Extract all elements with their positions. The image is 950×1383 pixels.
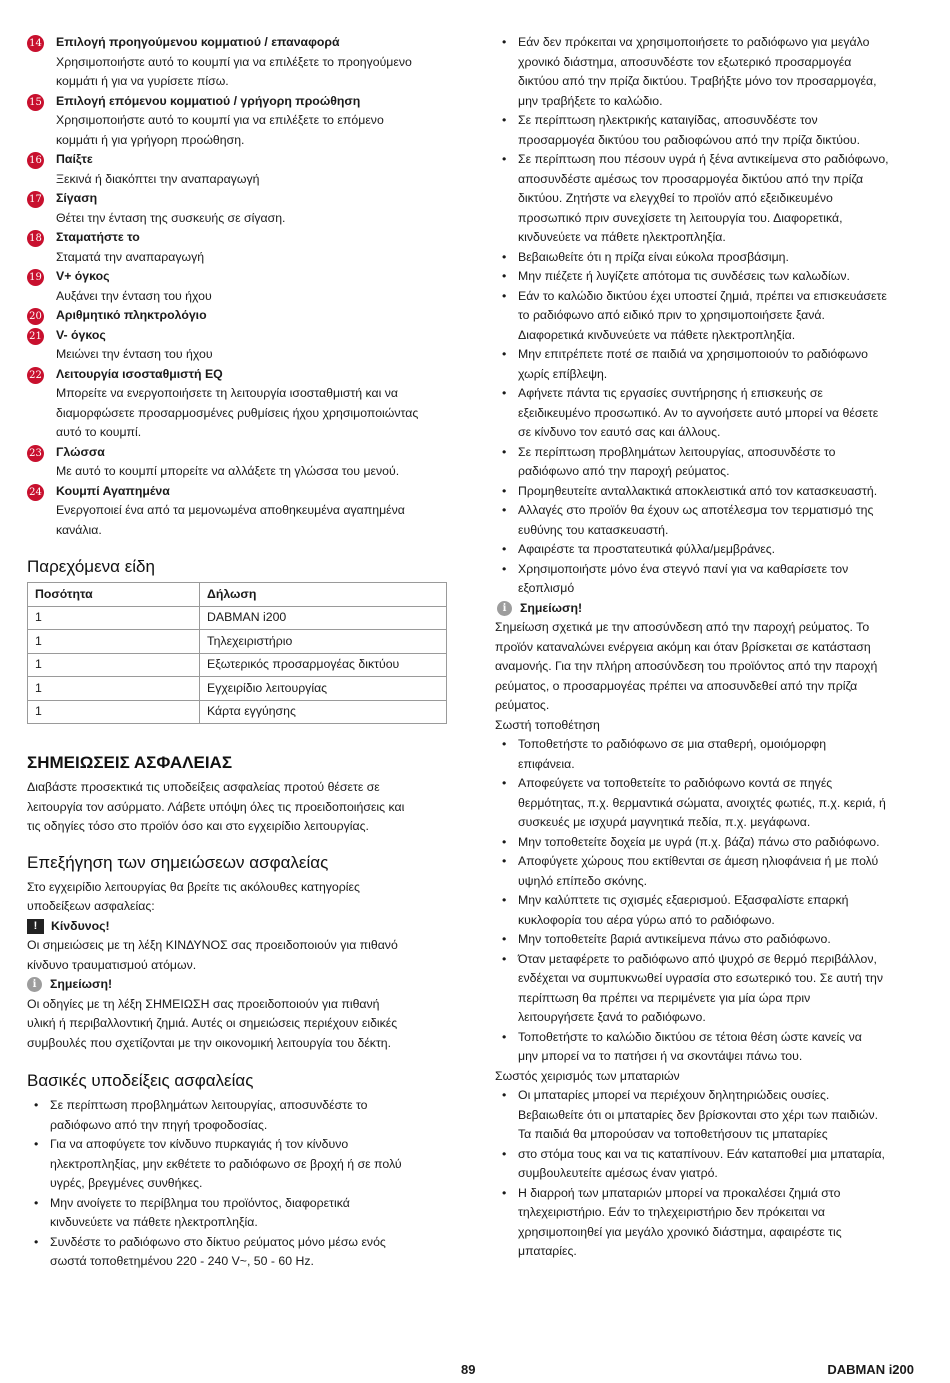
supplied-table — [27, 582, 447, 724]
function-item-21 — [27, 326, 449, 365]
qty-cell: 1 — [28, 606, 200, 630]
list-item-line: • στο στόμα τους και να τις καταπίνουν. Εάν καταποθεί μια μπαταρία, — [518, 1146, 885, 1161]
basic-safety-section — [27, 1070, 449, 1272]
list-item — [27, 1096, 449, 1135]
list-item-line: περίπτωση θα πρέπει να περιμένετε για μία ώρα πριν — [518, 990, 811, 1005]
function-title: Κουμπί Αγαπημένα — [56, 483, 170, 498]
function-item-17 — [27, 189, 449, 228]
list-item — [495, 150, 920, 248]
note-text-line: ρεύματος, ο προσαρμογέας πρέπει να αποσυνδεθεί από την πρίζα — [495, 678, 858, 693]
list-item-line: • Σε περίπτωση ηλεκτρικής καταιγίδας, αποσυνδέστε τον — [518, 113, 818, 127]
number-badge-icon: 22 — [27, 367, 44, 384]
function-title: Λειτουργία ισοσταθμιστή EQ — [56, 366, 223, 381]
function-title: Σίγαση — [56, 191, 98, 205]
list-item-line: αποσυνδέστε αμέσως τον προσαρμογέα δικτύου από την πρίζα — [518, 171, 864, 186]
number-badge-icon: 19 — [27, 269, 44, 286]
list-item-line: • Μην τοποθετείτε δοχεία με υγρά (π.χ. βάζα) πάνω στο ραδιόφωνο. — [518, 834, 880, 849]
list-item-line: τηλεχειριστήριο. Εάν το τηλεχειριστήριο δεν πρόκειται να — [518, 1205, 825, 1219]
list-item-line: • Αλλαγές στο προϊόν θα έχουν ως αποτέλεσμα τον τερματισμό της — [518, 503, 874, 517]
list-item-line: κινδυνεύετε να πάθετε ηλεκτροπληξία. — [518, 230, 726, 244]
qty-cell: 1 — [28, 630, 200, 654]
number-badge-icon: 14 — [27, 35, 44, 52]
number-badge-icon: 17 — [27, 191, 44, 208]
safety-heading: ΣΗΜΕΙΩΣΕΙΣ ΑΣΦΑΛΕΙΑΣ — [27, 753, 233, 772]
desc-cell: Κάρτα εγγύησης — [200, 700, 447, 724]
list-item-line: • Μην επιτρέπετε ποτέ σε παιδιά να χρησιμοποιούν το ραδιόφωνο — [518, 347, 868, 361]
function-desc-line: Ξεκινά ή διακόπτει την αναπαραγωγή — [56, 171, 260, 186]
list-item-line: • Οι μπαταρίες μπορεί να περιέχουν δηλητηριώδεις ουσίες. — [518, 1088, 830, 1102]
list-item-line: • Μην πιέζετε ή λυγίζετε απότομα τις συνδέσεις των καλωδίων. — [518, 269, 850, 283]
function-item-19 — [27, 267, 449, 306]
list-item-line: • Σε περίπτωση που πέσουν υγρά ή ξένα αντικείμενα στο ραδιόφωνο, — [518, 152, 889, 166]
desc-cell: DABMAN i200 — [200, 606, 447, 630]
note-text-line: Σημείωση σχετικά με την αποσύνδεση από την παροχή ρεύματος. Το — [495, 620, 870, 634]
list-item-line: • Μην ανοίγετε το περίβλημα του προϊόντος, διαφορετικά — [50, 1195, 350, 1210]
list-item-line: • Προμηθευτείτε ανταλλακτικά αποκλειστικά από τον κατασκευαστή. — [518, 483, 878, 498]
list-item — [495, 540, 920, 560]
list-item — [495, 33, 920, 111]
supplied-heading: Παρεχόμενα είδη — [27, 557, 155, 576]
note-label — [495, 599, 920, 619]
list-item-line: Τα παιδιά θα μπορούσαν να τοποθετήσουν τις μπαταρίες — [518, 1127, 828, 1141]
danger-text-line: Οι σημειώσεις με τη λέξη ΚΙΝΔΥΝΟΣ σας προειδοποιούν για πιθανό — [27, 938, 398, 952]
function-item-23 — [27, 443, 449, 482]
function-item-22 — [27, 365, 449, 443]
safety-intro-line: τις οδηγίες τόσο στο προϊόν όσο και στο εγχειρίδιο λειτουργίας. — [27, 819, 369, 833]
list-item — [495, 735, 920, 774]
function-desc-line: Μειώνει την ένταση του ήχου — [56, 347, 213, 361]
note-text-line: συμβουλές που σχετίζονται με την οικονομική λειτουργία του δέκτη. — [27, 1035, 392, 1050]
table-row — [28, 630, 447, 654]
explanation-heading: Επεξήγηση των σημειώσεων ασφαλείας — [27, 852, 329, 872]
left-column — [27, 33, 449, 1272]
list-item-line: συμβουλευτείτε αμέσως έναν γιατρό. — [518, 1166, 718, 1180]
function-desc-line: Χρησιμοποιήστε αυτό το κουμπί για να επιλέξετε το προηγούμενο — [56, 54, 412, 69]
desc-cell: Εγχειρίδιο λειτουργίας — [200, 677, 447, 701]
danger-label — [27, 917, 449, 937]
list-item — [495, 852, 920, 891]
list-item — [495, 287, 920, 346]
list-item — [495, 267, 920, 287]
function-item-18 — [27, 228, 449, 267]
qty-cell: 1 — [28, 700, 200, 724]
explanation-intro-line: υποδείξεων ασφαλείας: — [27, 899, 155, 913]
function-desc-line: αυτό το κουμπί. — [56, 425, 142, 439]
list-item — [495, 833, 920, 853]
list-item — [495, 482, 920, 502]
safety-list-continued — [495, 33, 920, 599]
list-item-line: χρησιμοποιηθεί για μεγάλο χρονικό διάστημα, αφαιρέστε τις — [518, 1224, 842, 1239]
function-item-14 — [27, 33, 449, 92]
list-item-line: το ραδιόφωνο από ειδικό πριν το χρησιμοποιήσετε ξανά. — [518, 308, 825, 322]
list-item-line: προσωπικό πριν συνεχίσετε τη λειτουργία του. Διαφορετικά, — [518, 210, 843, 225]
function-title: Αριθμητικό πληκτρολόγιο — [56, 308, 207, 322]
function-item-16 — [27, 150, 449, 189]
list-item-line: χρονικό διάστημα, αποσυνδέστε τον εξωτερικό προσαρμογέα — [518, 54, 852, 69]
table-row — [28, 700, 447, 724]
function-desc-line: Με αυτό το κουμπί μπορείτε να αλλάξετε τη γλώσσα του μενού. — [56, 464, 400, 478]
list-item-line: εξοπλισμό — [518, 581, 575, 595]
list-item-line: • Μην καλύπτετε τις σχισμές εξαερισμού. Εξασφαλίστε επαρκή — [518, 893, 849, 907]
placement-subheading: Σωστή τοποθέτηση — [495, 717, 600, 732]
function-title: Παίξτε — [56, 152, 93, 166]
list-item-line: μπαταρίες. — [518, 1244, 577, 1258]
list-item-line: κινδυνεύετε να πάθετε ηλεκτροπληξία. — [50, 1215, 258, 1229]
basic-safety-list — [27, 1096, 449, 1272]
list-item-line: σε κίνδυνο τον εαυτό σας και άλλους. — [518, 425, 721, 439]
qty-cell: 1 — [28, 653, 200, 677]
list-item-line: ενδέχεται να συμπυκνωθεί υγρασία στο εσωτερικό του. Σε αυτή την — [518, 971, 884, 985]
list-item-line: προσαρμογέα δικτύου του ραδιοφώνου από την πρίζα δικτύου. — [518, 132, 861, 147]
list-item — [495, 1028, 920, 1067]
list-item-line: • Βεβαιωθείτε ότι η πρίζα είναι εύκολα προσβάσιμη. — [518, 249, 789, 264]
number-badge-icon: 20 — [27, 308, 44, 325]
table-row — [28, 677, 447, 701]
placement-list — [495, 735, 920, 1067]
function-desc-line: κανάλια. — [56, 522, 102, 537]
basic-safety-heading: Βασικές υποδείξεις ασφαλείας — [27, 1071, 254, 1090]
list-item-line: • Εάν το καλώδιο δικτύου έχει υποστεί ζημιά, πρέπει να επισκευάσετε — [518, 288, 887, 303]
note-label — [27, 975, 449, 995]
list-item — [495, 950, 920, 1028]
note-label-text: Σημείωση! — [520, 600, 583, 615]
table-row — [28, 653, 447, 677]
number-badge-icon: 18 — [27, 230, 44, 247]
list-item — [495, 111, 920, 150]
desc-cell: Τηλεχειριστήριο — [200, 630, 447, 654]
note-label-text: Σημείωση! — [50, 977, 113, 991]
list-item — [495, 443, 920, 482]
list-item-line: ευθύνης του κατασκευαστή. — [518, 522, 669, 537]
function-desc-line: Θέτει την ένταση της συσκευής σε σίγαση. — [56, 210, 286, 225]
list-item — [495, 774, 920, 833]
list-item-line: • Αφήνετε πάντα τις εργασίες συντήρησης ή επισκευής σε — [518, 386, 823, 400]
list-item-line: • Εάν δεν πρόκειται να χρησιμοποιήσετε το ραδιόφωνο για μεγάλο — [518, 35, 870, 49]
function-desc-line: Αυξάνει την ένταση του ήχου — [56, 288, 212, 303]
list-item-line: σωστά τοποθετημένου 220 - 240 V~, 50 - 60 Hz. — [50, 1254, 314, 1268]
list-item — [495, 1086, 920, 1145]
list-item-line: • Χρησιμοποιήστε μόνο ένα στεγνό πανί για να καθαρίσετε τον — [518, 561, 849, 576]
list-item-line: λειτουργήσετε ξανά το ραδιόφωνο. — [518, 1010, 706, 1024]
function-desc-line: Μπορείτε να ενεργοποιήσετε τη λειτουργία ισοσταθμιστή και να — [56, 386, 399, 400]
list-item-line: • Αποφεύγετε να τοποθετείτε το ραδιόφωνο κοντά σε πηγές — [518, 776, 833, 790]
info-icon: i — [27, 977, 42, 992]
list-item-line: • Η διαρροή των μπαταριών μπορεί να προκαλέσει ζημιά στο — [518, 1185, 841, 1200]
battery-list — [495, 1086, 920, 1262]
list-item — [495, 930, 920, 950]
function-title: V+ όγκος — [56, 269, 110, 283]
list-item-line: θερμότητας, π.χ. θερμαντικά σώματα, ανοιχτές φωτιές, π.χ. κεριά, ή — [518, 795, 886, 810]
list-item-line: Βεβαιωθείτε ότι οι μπαταρίες δεν βρίσκονται στο χέρι των παιδιών. — [518, 1107, 879, 1122]
list-item-line: ραδιόφωνο από την παροχή ρεύματος. — [518, 464, 730, 478]
safety-intro-line: Διαβάστε προσεκτικά τις υποδείξεις ασφαλείας προτού θέσετε σε — [27, 780, 380, 794]
number-badge-icon: 21 — [27, 328, 44, 345]
list-item-line: • Αφαιρέστε τα προστατευτικά φύλλα/μεμβράνες. — [518, 542, 776, 556]
function-desc-line: κομμάτι ή για γρήγορη προώθηση. — [56, 132, 245, 147]
battery-subheading: Σωστός χειρισμός των μπαταριών — [495, 1068, 680, 1083]
list-item-line: ηλεκτροπληξίας, μην εκθέτετε το ραδιόφωνο σε βροχή ή σε πολύ — [50, 1156, 402, 1171]
function-item-20 — [27, 306, 449, 326]
list-item-line: • Συνδέστε το ραδιόφωνο στο δίκτυο ρεύματος μόνο μέσω ενός — [50, 1234, 386, 1249]
list-item-line: • Όταν μεταφέρετε το ραδιόφωνο από ψυχρό σε θερμό περιβάλλον, — [518, 951, 877, 966]
table-row — [28, 606, 447, 630]
list-item-line: δικτύου. Ζητήστε να ελεγχθεί το προϊόν από εξειδικευμένο — [518, 191, 833, 205]
note-text-line: ρεύματος. — [495, 698, 550, 712]
supplied-items-section — [27, 556, 449, 724]
number-badge-icon: 15 — [27, 94, 44, 111]
number-badge-icon: 24 — [27, 484, 44, 501]
list-item-line: δικτύου από την πρίζα δικτύου. Τραβήξτε μόνο τον προσαρμογέα, — [518, 74, 877, 88]
function-desc-line: Ενεργοποιεί ένα από τα μεμονωμένα αποθηκευμένα αγαπημένα — [56, 503, 405, 517]
list-item-line: • Μην τοποθετείτε βαριά αντικείμενα πάνω στο ραδιόφωνο. — [518, 932, 831, 946]
note-text-line: αναμονής. Για την πλήρη αποσύνδεση του προϊόντος από την παροχή — [495, 659, 878, 673]
list-item — [495, 345, 920, 384]
note-text-line: Οι οδηγίες με τη λέξη ΣΗΜΕΙΩΣΗ σας προειδοποιούν για πιθανή — [27, 996, 380, 1011]
list-item-line: χωρίς επίβλεψη. — [518, 366, 608, 381]
list-item-line: • Αποφύγετε χώρους που εκτίθενται σε άμεση ηλιοφάνεια ή με πολύ — [518, 854, 879, 868]
list-item-line: • Σε περίπτωση προβλημάτων λειτουργίας, αποσυνδέστε το — [518, 444, 836, 459]
explanation-section — [27, 852, 449, 1054]
list-item-line: Διαφορετικά κινδυνεύετε να πάθετε ηλεκτροπληξία. — [518, 327, 796, 342]
list-item-line: επιφάνεια. — [518, 756, 575, 771]
column-header-qty: Ποσότητα — [28, 583, 200, 607]
safety-notes-section — [27, 752, 449, 837]
desc-cell: Εξωτερικός προσαρμογέας δικτύου — [200, 653, 447, 677]
list-item-line: συσκευές με ισχυρά μαγνητικά πεδία, π.χ. μεγάφωνα. — [518, 815, 811, 829]
list-item-line: • Για να αποφύγετε τον κίνδυνο πυρκαγιάς ή τον κίνδυνο — [50, 1137, 349, 1151]
safety-intro-line: λειτουργία τον ασύρματο. Λάβετε υπόψη όλες τις προειδοποιήσεις και — [27, 799, 405, 814]
function-desc-line: κομμάτι ή για να γυρίσετε πίσω. — [56, 74, 229, 88]
danger-label-text: Κίνδυνος! — [51, 918, 110, 933]
function-title: V- όγκος — [56, 327, 106, 342]
list-item-line: μην μπορεί να το πατήσει ή να σκοντάψει πάνω του. — [518, 1049, 803, 1063]
list-item-line: • Τοποθετήστε το ραδιόφωνο σε μια σταθερή, ομοιόμορφη — [518, 737, 827, 751]
number-badge-icon: 16 — [27, 152, 44, 169]
function-list — [27, 33, 449, 540]
note-text-line: υλική ή περιβαλλοντική ζημιά. Αυτές οι σημειώσεις περιέχουν ειδικές — [27, 1016, 398, 1030]
function-desc-line: διαμορφώσετε προσαρμοσμένες ρυθμίσεις ήχου χρησιμοποιώντας — [56, 405, 419, 420]
list-item-line: ραδιόφωνο από την πηγή τροφοδοσίας. — [50, 1117, 268, 1132]
info-icon: i — [497, 601, 512, 616]
page-number: 89 — [461, 1362, 476, 1377]
list-item — [495, 501, 920, 540]
function-title: Επιλογή επόμενου κομματιού / γρήγορη προώθηση — [56, 93, 361, 108]
brand-label: DABMAN i200 — [827, 1362, 914, 1377]
list-item — [495, 560, 920, 599]
function-item-15 — [27, 92, 449, 151]
list-item-line: υγρές, βρεγμένες συνθήκες. — [50, 1176, 203, 1190]
list-item — [27, 1194, 449, 1233]
list-item — [27, 1135, 449, 1194]
note-text-line: προϊόν καταναλώνει ενέργεια ακόμη και όταν βρίσκεται σε κατάσταση — [495, 639, 871, 654]
function-title: Σταματήστε το — [56, 230, 140, 244]
number-badge-icon: 23 — [27, 445, 44, 462]
list-item — [27, 1233, 449, 1272]
list-item-line: μην τραβήξετε το καλώδιο. — [518, 93, 663, 108]
list-item — [495, 1145, 920, 1184]
list-item — [495, 384, 920, 443]
function-desc-line: Σταματά την αναπαραγωγή — [56, 249, 205, 264]
list-item — [495, 248, 920, 268]
list-item-line: κυκλοφορία του αέρα γύρω από το ραδιόφωνο. — [518, 912, 775, 927]
warning-icon: ! — [27, 919, 44, 934]
function-title: Επιλογή προηγούμενου κομματιού / επαναφορά — [56, 35, 340, 49]
list-item — [495, 891, 920, 930]
danger-text-line: κίνδυνο τραυματισμού ατόμων. — [27, 957, 197, 972]
function-item-24 — [27, 482, 449, 541]
right-column — [495, 33, 920, 1262]
list-item-line: • Σε περίπτωση προβλημάτων λειτουργίας, αποσυνδέστε το — [50, 1098, 368, 1112]
function-desc-line: Χρησιμοποιήστε αυτό το κουμπί για να επιλέξετε το επόμενο — [56, 113, 384, 127]
explanation-intro-line: Στο εγχειρίδιο λειτουργίας θα βρείτε τις ακόλουθες κατηγορίες — [27, 879, 360, 894]
list-item-line: εξειδικευμένο προσωπικό. Αν το αγνοήσετε αυτό μπορεί να θέσετε — [518, 405, 879, 420]
function-title: Γλώσσα — [56, 444, 105, 459]
table-header-row — [28, 583, 447, 607]
column-header-desc: Δήλωση — [200, 583, 447, 607]
list-item-line: • Τοποθετήστε το καλώδιο δικτύου σε τέτοια θέση ώστε κανείς να — [518, 1029, 862, 1044]
list-item-line: υψηλό επίπεδο σκόνης. — [518, 873, 648, 888]
list-item — [495, 1184, 920, 1262]
qty-cell: 1 — [28, 677, 200, 701]
